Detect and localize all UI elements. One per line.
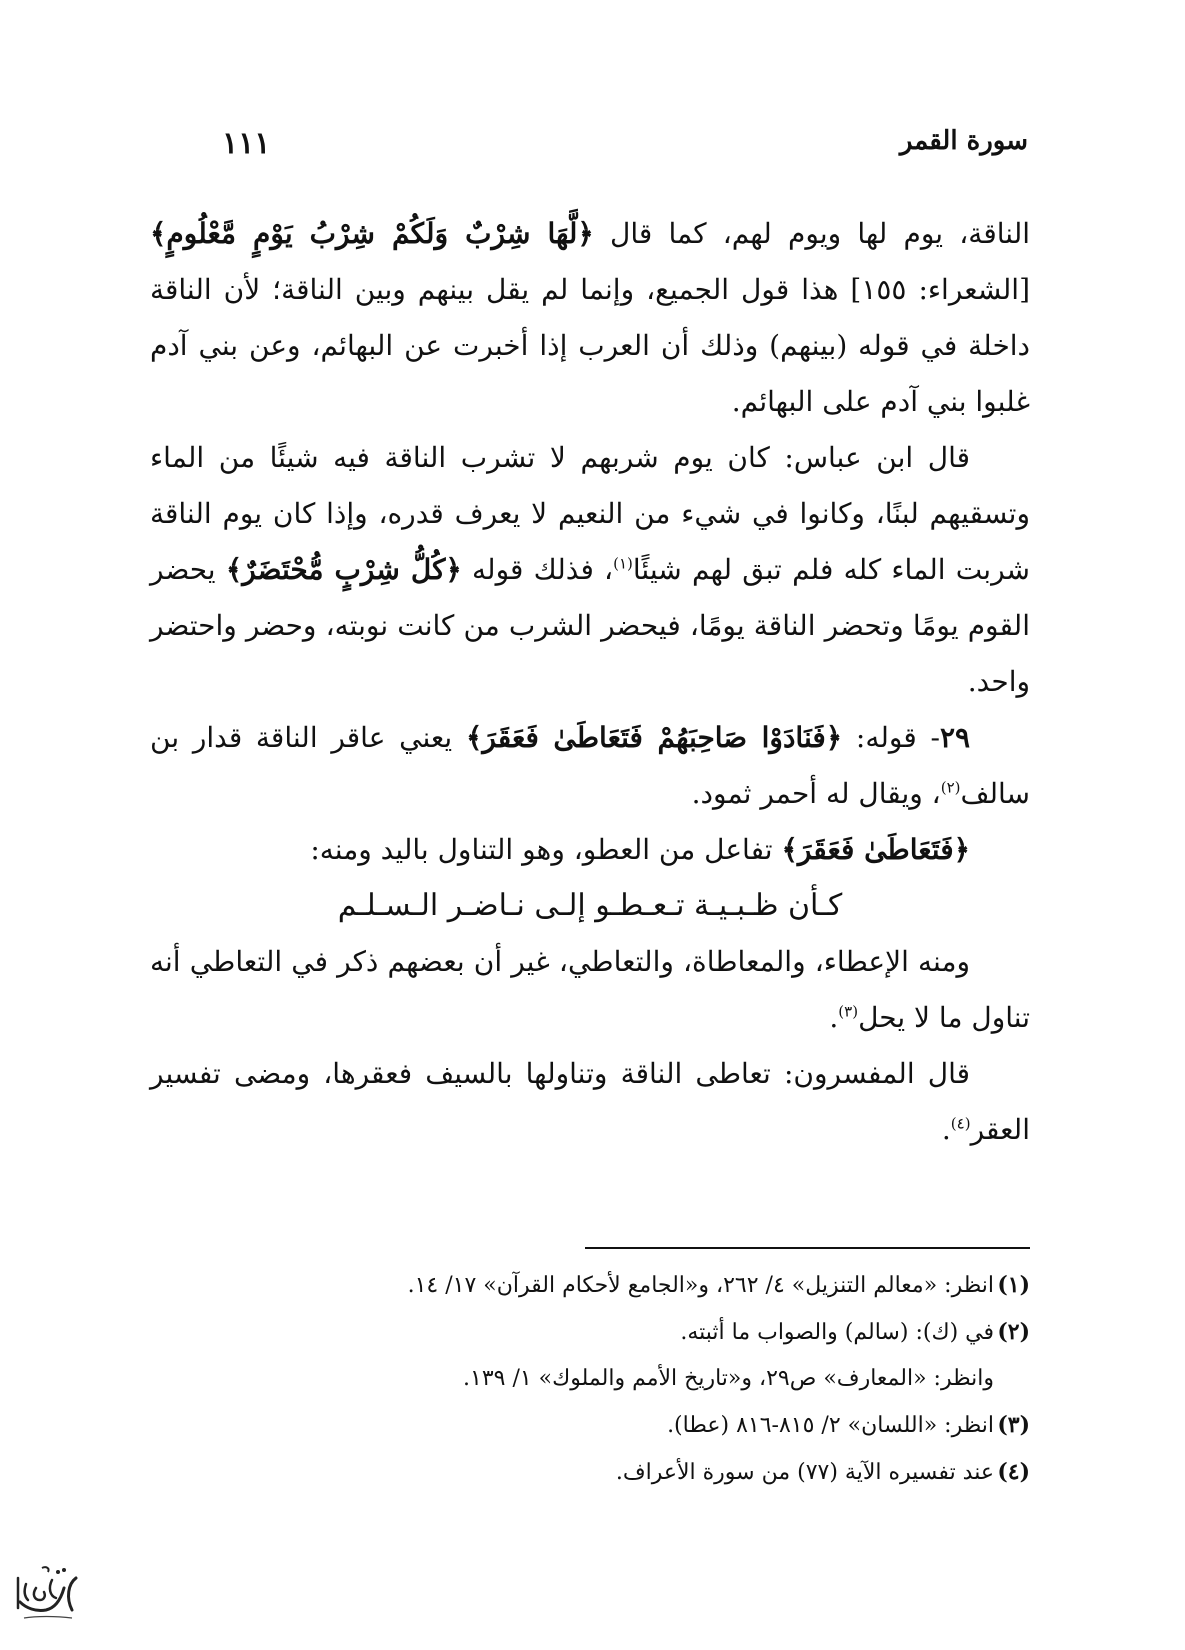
footnote-number: (٣) — [997, 1412, 1030, 1438]
footnote-ref: (٤) — [950, 1114, 971, 1133]
page-header — [200, 126, 1028, 170]
footnote-number: (٤) — [997, 1459, 1030, 1485]
text-span: [الشعراء: ١٥٥] هذا قول الجميع، وإنما لم يقل بينهم وبين الناقة؛ لأن الناقة داخلة في قوله (بينهم) وذلك أن العرب إذا أخبرت عن البهائم، وعن بني آدم غلبوا بني آدم على البهائم. — [150, 273, 1030, 418]
footnote-number: (١) — [997, 1272, 1030, 1298]
text-span: . — [941, 1113, 951, 1146]
footnote-text: وانظر: «المعارف» ص٢٩، و«تاريخ الأمم والملوك» ١/ ١٣٩. — [463, 1366, 994, 1391]
text-span: ، ويقال له أحمر ثمود. — [691, 777, 941, 810]
paragraph-5 — [150, 934, 1030, 1046]
paragraph-2 — [150, 430, 1030, 710]
footnote-ref: (١) — [613, 554, 633, 573]
main-text — [150, 206, 1030, 1158]
page-number: ١١١ — [222, 126, 271, 161]
quran-quote: ﴿فَتَعَاطَىٰ فَعَقَرَ﴾ — [781, 833, 970, 866]
verse-number: ٢٩ — [939, 721, 971, 754]
text-span: ومنه الإعطاء، والمعاطاة، والتعاطي، غير أن بعضهم ذكر في التعاطي أنه تناول ما لا يحل — [150, 945, 1030, 1034]
footnote-number: (٢) — [997, 1319, 1030, 1345]
footnotes — [150, 1262, 1030, 1496]
footnote-1 — [150, 1262, 1030, 1309]
paragraph-4 — [150, 822, 1030, 878]
text-span: يحضر القوم يومًا وتحضر الناقة يومًا، فيحضر الشرب من كانت نوبته، وحضر واحتضر واحد. — [150, 553, 1030, 698]
text-span: الناقة، يوم لها ويوم لهم، كما قال — [593, 217, 1030, 250]
footnote-text: انظر: «اللسان» ٢/ ٨١٥-٨١٦ (عطا). — [667, 1413, 994, 1438]
footnote-3 — [150, 1402, 1030, 1449]
surah-title: سورة القمر — [899, 126, 1028, 156]
footnote-text: عند تفسيره الآية (٧٧) من سورة الأعراف. — [615, 1460, 994, 1485]
text-span: - قوله: — [842, 721, 940, 754]
paragraph-1 — [150, 206, 1030, 430]
footnote-4 — [150, 1449, 1030, 1496]
text-span: . — [829, 1001, 839, 1034]
footnote-text: في (ك): (سالم) والصواب ما أثبته. — [680, 1320, 994, 1345]
footnote-2 — [150, 1309, 1030, 1356]
text-span: قال ابن عباس: كان يوم شربهم لا تشرب الناقة فيه شيئًا من الماء وتسقيهم لبنًا، وكانوا في شيء من النعيم لا يعرف قدره، وإذا كان يوم الناقة شربت الماء كله فلم تبق لهم شيئًا — [150, 441, 1030, 586]
footnote-2-continuation — [150, 1356, 1030, 1402]
quran-quote: ﴿فَنَادَوْا صَاحِبَهُمْ فَتَعَاطَىٰ فَعَقَرَ﴾ — [465, 721, 843, 754]
text-span: ، فذلك قوله — [461, 553, 614, 586]
calligraphy-logo-icon — [6, 1558, 86, 1628]
quran-quote: ﴿لَّهَا شِرْبٌ وَلَكُمْ شِرْبُ يَوْمٍ مَّعْلُومٍ﴾ — [150, 217, 594, 250]
paragraph-6 — [150, 1046, 1030, 1158]
text-span: قال المفسرون: تعاطى الناقة وتناولها بالسيف فعقرها، ومضى تفسير العقر — [150, 1057, 1030, 1146]
text-span: تفاعل من العطو، وهو التناول باليد ومنه: — [310, 833, 782, 866]
text-span: يعني عاقر الناقة قدار بن سالف — [150, 721, 1030, 810]
logo-drawing — [6, 1558, 86, 1628]
footnote-divider — [585, 1247, 1030, 1249]
paragraph-3 — [150, 710, 1030, 822]
poetry-verse: كـأن ظـبـيـة تـعـطـو إلـى نـاضـر الـسـلـم — [337, 888, 843, 923]
footnote-text: انظر: «معالم التنزيل» ٤/ ٢٦٢، و«الجامع لأحكام القرآن» ١٧/ ١٤. — [407, 1273, 994, 1298]
footnote-ref: (٢) — [940, 778, 961, 797]
footnote-ref: (٣) — [838, 1002, 859, 1021]
quran-quote: ﴿كُلُّ شِرْبٍ مُّحْتَضَرٌ﴾ — [225, 553, 462, 586]
